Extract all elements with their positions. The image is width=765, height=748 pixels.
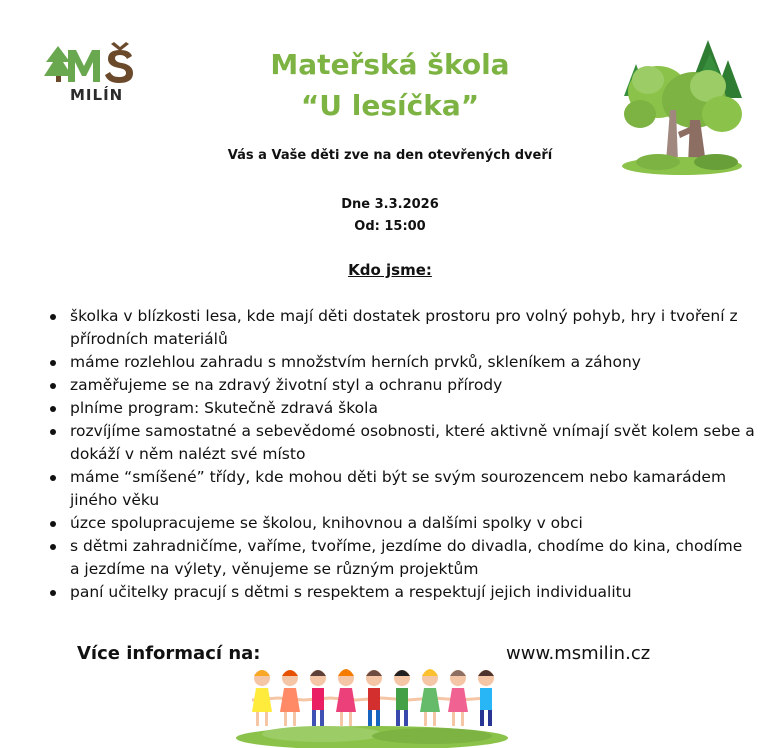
list-item: máme “smíšené” třídy, kde mohou děti být se svým sourozencem nebo kamarádem jiného věku [44,466,756,512]
about-list [44,305,756,604]
list-item: máme rozlehlou zahradu s množstvím herních prvků, skleníkem a záhony [44,351,756,374]
event-time: Od: 15:00 [354,219,426,234]
page-title-line-2: “U lesíčka” [300,89,480,122]
list-item: rozvíjíme samostatné a sebevědomé osobnosti, které aktivně vnímají svět kolem sebe a dokáží v něm nalézt své místo [44,420,756,466]
website-link[interactable]: www.msmilin.cz [506,643,651,664]
logo-text: MILÍN [70,86,124,104]
more-info-label: Více informací na: [77,643,261,664]
list-item: zaměřujeme se na zdravý životní styl a ochranu přírody [44,374,756,397]
list-item: plníme program: Skutečně zdravá škola [44,397,756,420]
children-holding-hands-icon [232,660,512,748]
list-item: s dětmi zahradničíme, vaříme, tvoříme, jezdíme do divadla, chodíme do kina, chodíme a jezdíme na výlety, věnujeme se různým projektům [44,535,756,581]
kindergarten-logo [44,42,140,108]
kindergarten-logo-icon [44,42,140,86]
list-item: školka v blízkosti lesa, kde mají děti dostatek prostoru pro volný pohyb, hry i tvoření z přírodních materiálů [44,305,756,351]
list-item: úzce spolupracujeme se školou, knihovnou a dalšími spolky v obci [44,512,756,535]
page-title-line-1: Mateřská škola [270,48,510,81]
event-date: Dne 3.3.2026 [341,197,439,212]
invitation-text: Vás a Vaše děti zve na den otevřených dveří [227,148,553,163]
about-heading: Kdo jsme: [348,261,432,279]
list-item: paní učitelky pracují s dětmi s respektem a respektují jejich individualitu [44,581,756,604]
